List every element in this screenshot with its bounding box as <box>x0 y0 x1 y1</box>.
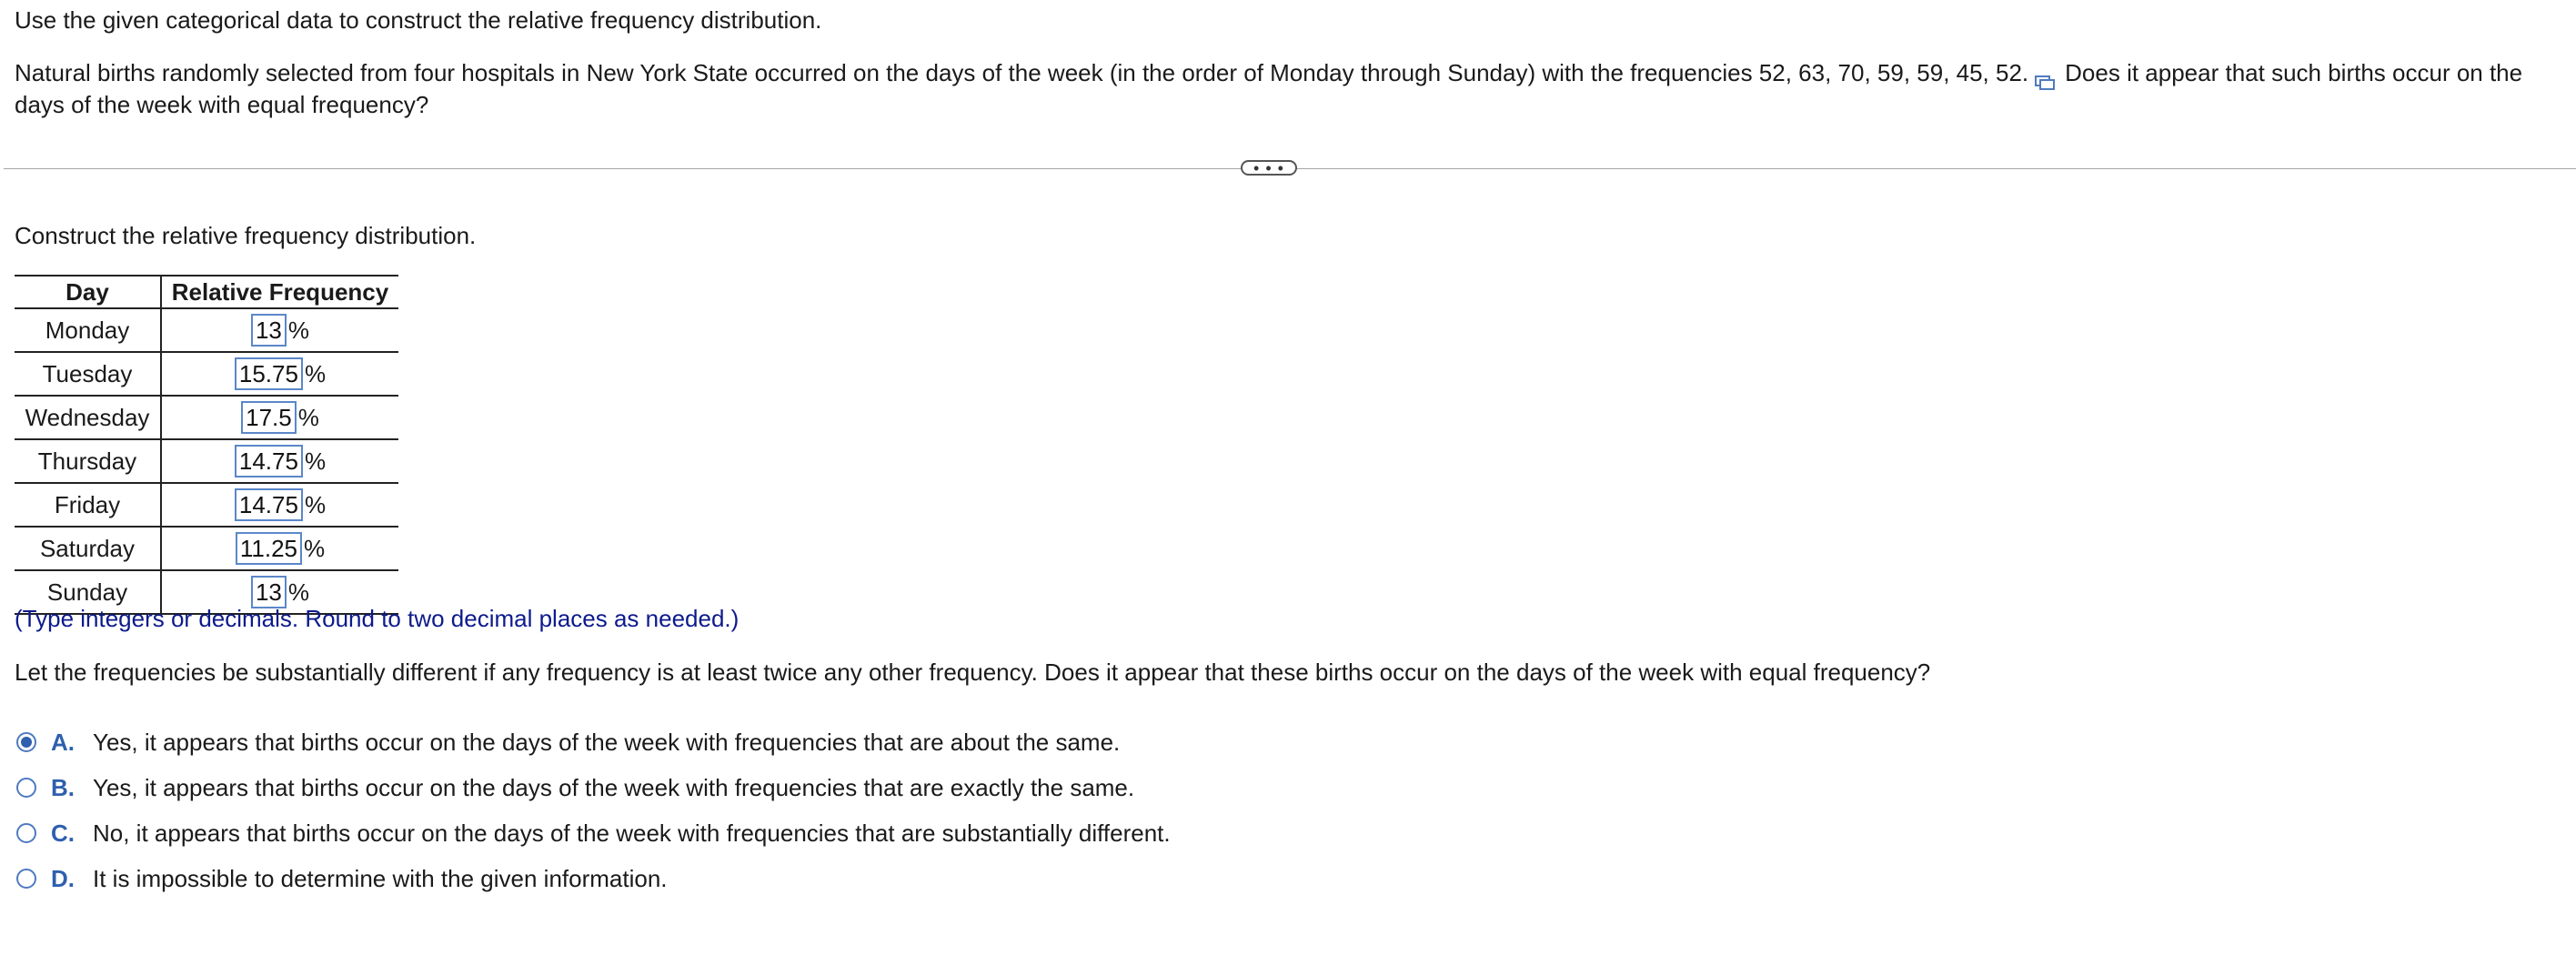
table-header-row <box>15 276 398 308</box>
option-letter: C. <box>51 819 75 847</box>
percent-sign: % <box>287 578 310 606</box>
answer-input-box[interactable]: 13 <box>251 576 287 608</box>
percent-sign: % <box>287 317 310 344</box>
relative-frequency-cell <box>161 308 398 352</box>
answer-input-box[interactable]: 15.75 <box>235 357 303 390</box>
relative-frequency-cell <box>161 352 398 396</box>
relative-frequency-cell <box>161 527 398 570</box>
option-text: No, it appears that births occur on the days of the week with frequencies that are substantially different. <box>93 819 1171 847</box>
answer-input-box[interactable]: 14.75 <box>235 445 303 477</box>
answer-input-box[interactable]: 17.5 <box>241 401 297 434</box>
table-row <box>15 527 398 570</box>
percent-sign: % <box>304 535 326 562</box>
column-header-relative-frequency: Relative Frequency <box>161 276 398 308</box>
table-row <box>15 483 398 527</box>
answer-input-box[interactable]: 11.25 <box>236 532 302 565</box>
option-b[interactable] <box>16 771 1134 804</box>
column-header-day: Day <box>15 276 161 308</box>
table-row <box>15 308 398 352</box>
option-a[interactable] <box>16 726 1120 759</box>
problem-statement-text: Natural births randomly selected from four hospitals in New York State occurred on the days of the week (in the order of Monday through Sunday) with the frequencies 52, 63, 70, 59, 59, 45, 52. <box>15 59 2029 86</box>
day-cell: Thursday <box>15 439 161 483</box>
expand-more-button[interactable]: • • • <box>1241 160 1297 176</box>
percent-sign: % <box>304 447 327 475</box>
answer-input-box[interactable]: 14.75 <box>235 488 303 521</box>
option-c[interactable] <box>16 817 1171 849</box>
day-cell: Sunday <box>15 570 161 614</box>
input-hint: (Type integers or decimals. Round to two decimal places as needed.) <box>15 605 740 632</box>
radio-button-b[interactable] <box>16 778 36 798</box>
relative-frequency-cell <box>161 439 398 483</box>
radio-selected-dot <box>21 737 32 748</box>
answer-input-box[interactable]: 13 <box>251 314 287 347</box>
day-cell: Friday <box>15 483 161 527</box>
relative-frequency-cell <box>161 396 398 439</box>
option-letter: A. <box>51 728 75 756</box>
problem-statement-tail: Does it appear that such births occur on the <box>2065 59 2523 86</box>
day-cell: Tuesday <box>15 352 161 396</box>
table-row <box>15 396 398 439</box>
relative-frequency-cell <box>161 483 398 527</box>
table-row <box>15 439 398 483</box>
radio-button-d[interactable] <box>16 869 36 889</box>
problem-statement-line2: days of the week with equal frequency? <box>15 91 429 118</box>
option-letter: D. <box>51 864 75 892</box>
option-letter: B. <box>51 773 75 801</box>
option-d[interactable] <box>16 862 668 895</box>
relative-frequency-table <box>15 275 398 615</box>
question-text: Let the frequencies be substantially different if any frequency is at least twice any other frequency. Does it appear that these births occur on the days of the week with equal frequency? <box>15 658 1931 686</box>
section-prompt: Construct the relative frequency distribution. <box>15 222 477 249</box>
day-cell: Saturday <box>15 527 161 570</box>
option-text: Yes, it appears that births occur on the days of the week with frequencies that are exactly the same. <box>93 773 1135 801</box>
radio-button-c[interactable] <box>16 823 36 843</box>
radio-button-a[interactable] <box>16 732 36 752</box>
option-text: Yes, it appears that births occur on the days of the week with frequencies that are about the same. <box>93 728 1121 756</box>
problem-statement-line1 <box>15 56 2522 89</box>
day-cell: Wednesday <box>15 396 161 439</box>
day-cell: Monday <box>15 308 161 352</box>
percent-sign: % <box>304 360 327 387</box>
copy-data-icon[interactable] <box>2034 66 2056 83</box>
percent-sign: % <box>297 404 319 431</box>
table-row <box>15 352 398 396</box>
option-text: It is impossible to determine with the given information. <box>93 864 668 892</box>
percent-sign: % <box>304 491 327 518</box>
instruction-text: Use the given categorical data to construct the relative frequency distribution. <box>15 6 822 34</box>
